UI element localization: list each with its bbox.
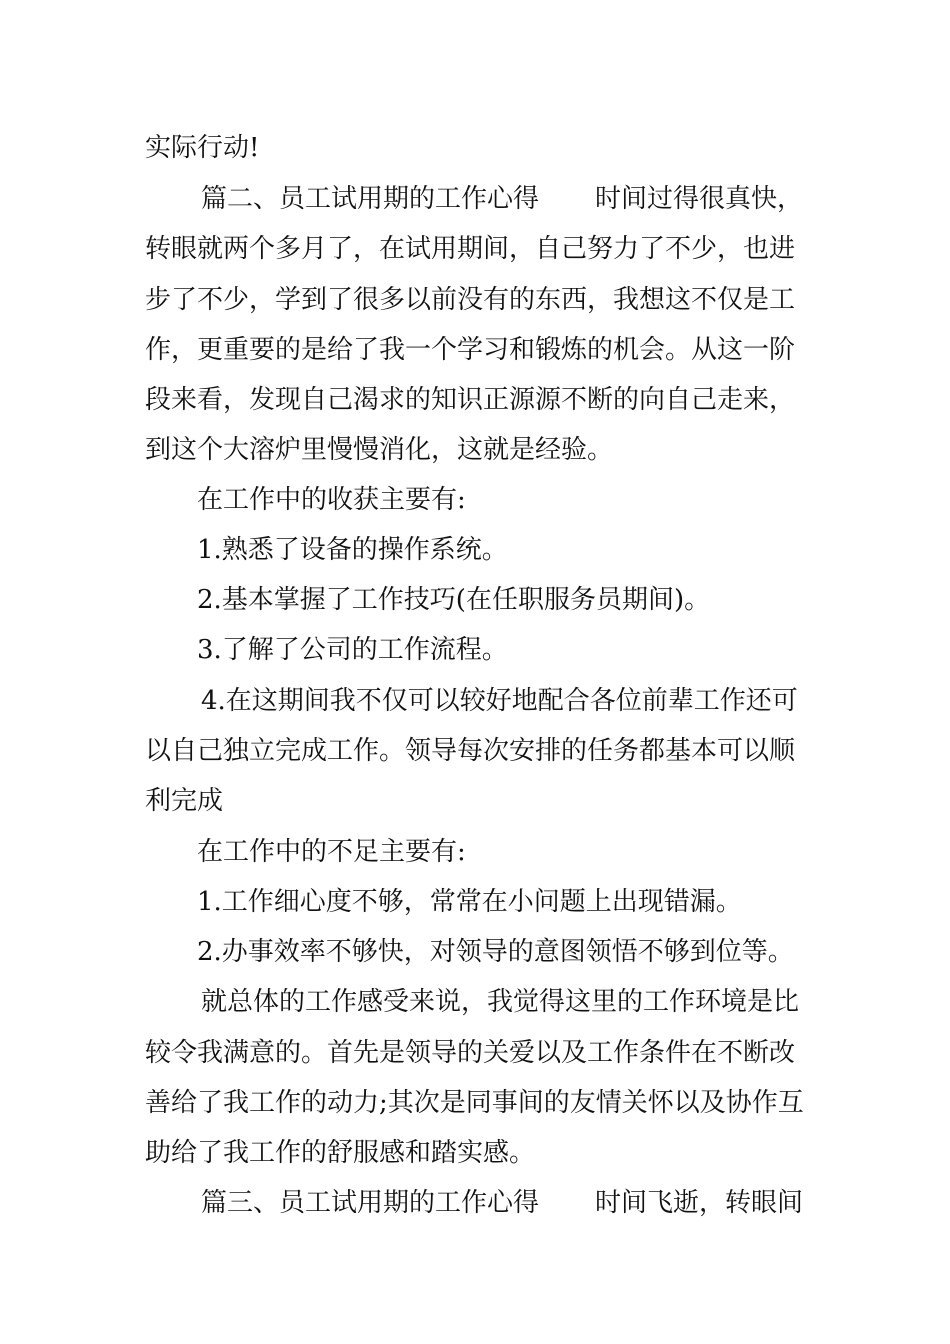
text-line: 实际行动! — [145, 133, 260, 163]
text-run: 时间过得很真快， — [595, 184, 804, 214]
text-line: 就总体的工作感受来说，我觉得这里的工作环境是比 — [201, 987, 800, 1017]
text-line: 较令我满意的。首先是领导的关爱以及工作条件在不断改 — [145, 1038, 796, 1068]
list-item: 3.了解了公司的工作流程。 — [197, 635, 508, 665]
text-run: 时间飞逝，转眼间 — [595, 1188, 804, 1218]
section-heading: 篇二、员工试用期的工作心得 — [201, 184, 540, 214]
text-line: 转眼就两个多月了，在试用期间，自己努力了不少，也进 — [145, 234, 796, 264]
list-item: 1.工作细心度不够，常常在小问题上出现错漏。 — [197, 887, 742, 917]
section-heading: 篇三、员工试用期的工作心得 — [201, 1188, 540, 1218]
text-line: 以自己独立完成工作。领导每次安排的任务都基本可以顺 — [145, 736, 796, 766]
text-line: 段来看，发现自己渴求的知识正源源不断的向自己走来， — [145, 385, 796, 415]
list-item: 2.基本掌握了工作技巧(在任职服务员期间)。 — [197, 585, 711, 615]
section-heading-line — [201, 1188, 810, 1218]
subheading-line: 在工作中的不足主要有: — [197, 837, 466, 867]
subheading-line: 在工作中的收获主要有: — [197, 485, 466, 515]
text-line: 利完成 — [145, 786, 224, 816]
section-heading-line — [201, 184, 810, 214]
text-line: 到这个大溶炉里慢慢消化，这就是经验。 — [145, 435, 614, 465]
list-item: 1.熟悉了设备的操作系统。 — [197, 535, 508, 565]
text-line: 助给了我工作的舒服感和踏实感。 — [145, 1138, 536, 1168]
text-line: 步了不少，学到了很多以前没有的东西，我想这不仅是工 — [145, 285, 796, 315]
list-item: 2.办事效率不够快，对领导的意图领悟不够到位等。 — [197, 937, 794, 967]
list-item: 4.在这期间我不仅可以较好地配合各位前辈工作还可 — [201, 686, 798, 716]
text-line: 善给了我工作的动力;其次是同事间的友情关怀以及协作互 — [145, 1088, 804, 1118]
text-line: 作，更重要的是给了我一个学习和锻炼的机会。从这一阶 — [145, 335, 796, 365]
